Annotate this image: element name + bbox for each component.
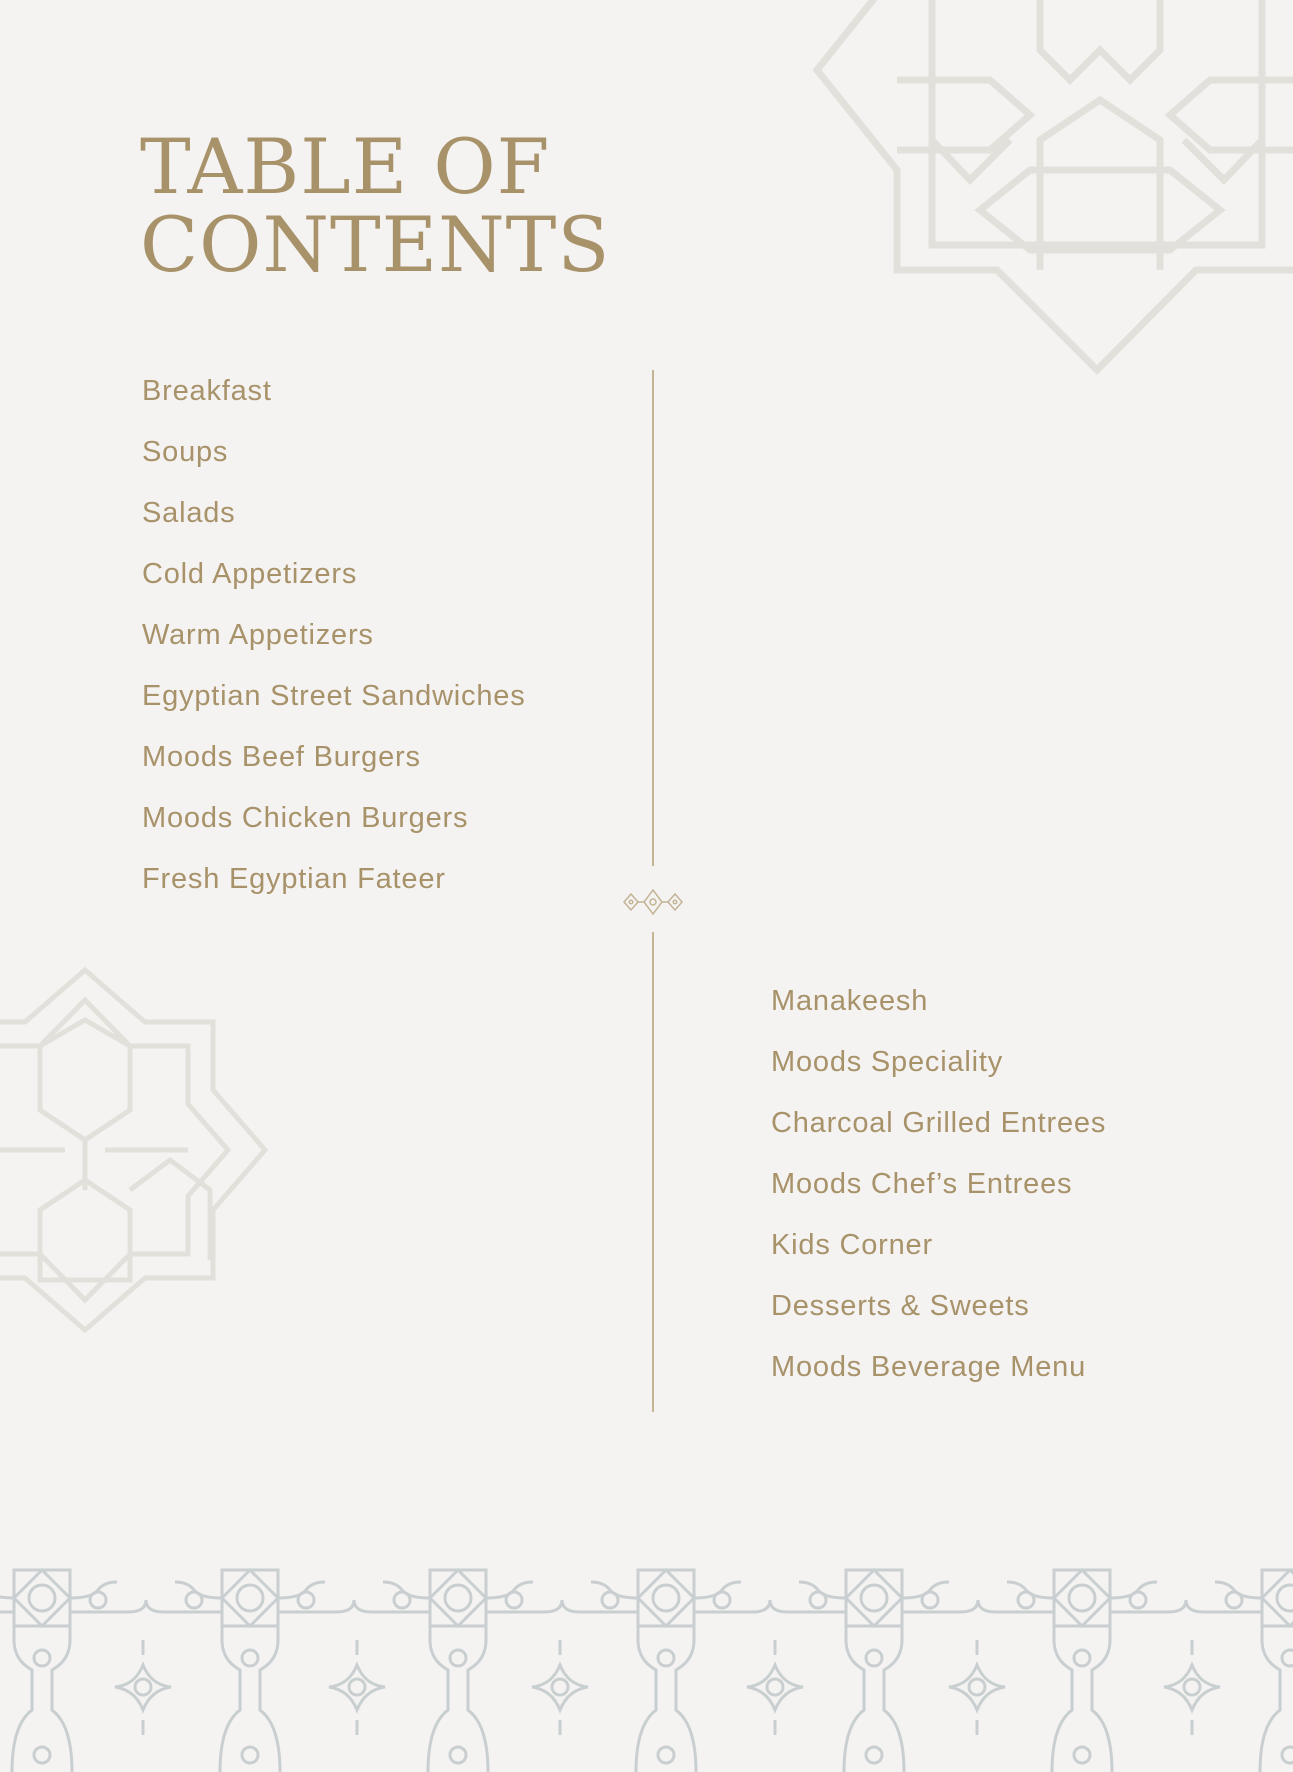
toc-list-right [771, 971, 1106, 1398]
geometric-star-pattern-top-right [800, 0, 1293, 390]
decorative-border-pattern [0, 1560, 1293, 1772]
toc-item-cold-appetizers[interactable]: Cold Appetizers [142, 558, 358, 590]
page-title-line-1: TABLE OF [140, 122, 551, 211]
toc-item-moods-chicken-burgers[interactable]: Moods Chicken Burgers [142, 802, 469, 834]
toc-item-breakfast[interactable]: Breakfast [142, 375, 272, 407]
toc-item-moods-speciality[interactable]: Moods Speciality [771, 1046, 1004, 1078]
toc-item-salads[interactable]: Salads [142, 497, 236, 529]
page-title-line-2: CONTENTS [140, 200, 611, 289]
toc-list-left [142, 361, 526, 910]
toc-item-egyptian-street-sandwiches[interactable]: Egyptian Street Sandwiches [142, 680, 526, 712]
divider-ornament-icon [618, 887, 688, 917]
toc-item-desserts-sweets[interactable]: Desserts & Sweets [771, 1290, 1030, 1322]
page-title [140, 122, 611, 289]
toc-item-moods-beef-burgers[interactable]: Moods Beef Burgers [142, 741, 421, 773]
toc-item-charcoal-grilled-entrees[interactable]: Charcoal Grilled Entrees [771, 1107, 1107, 1139]
toc-item-fresh-egyptian-fateer[interactable]: Fresh Egyptian Fateer [142, 863, 446, 895]
toc-item-manakeesh[interactable]: Manakeesh [771, 985, 929, 1017]
geometric-star-pattern-left [0, 960, 280, 1340]
toc-item-soups[interactable]: Soups [142, 436, 229, 468]
toc-item-warm-appetizers[interactable]: Warm Appetizers [142, 619, 374, 651]
vertical-divider-bottom [652, 932, 654, 1412]
toc-item-moods-beverage-menu[interactable]: Moods Beverage Menu [771, 1351, 1087, 1383]
toc-item-moods-chefs-entrees[interactable]: Moods Chef’s Entrees [771, 1168, 1073, 1200]
vertical-divider-top [652, 370, 654, 866]
toc-item-kids-corner[interactable]: Kids Corner [771, 1229, 933, 1261]
